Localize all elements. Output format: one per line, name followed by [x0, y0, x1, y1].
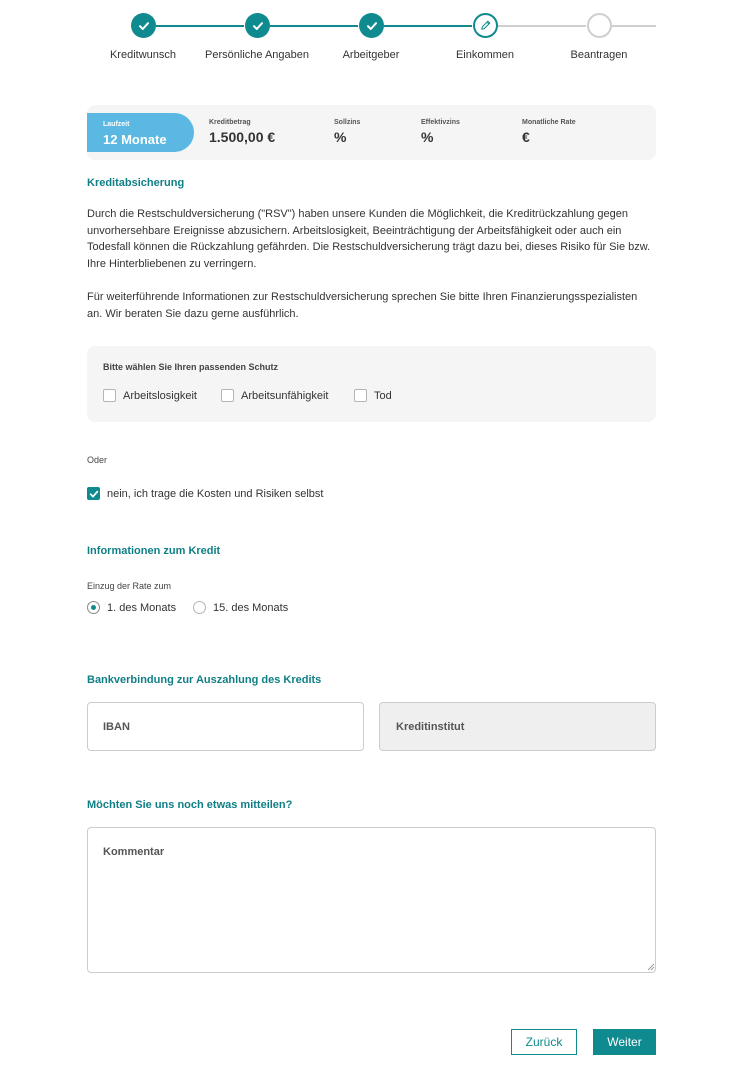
step-connector	[612, 25, 656, 27]
kreditinfo-title: Informationen zum Kredit	[87, 545, 221, 557]
comment-textarea[interactable]	[87, 827, 656, 973]
pencil-icon	[479, 19, 492, 32]
step-label-persoenliche-angaben: Persönliche Angaben	[205, 49, 309, 61]
kreditbetrag-label: Kreditbetrag	[209, 119, 251, 126]
rsv-description-line: Ihre Hinterbliebenen zu verringern.	[87, 257, 257, 270]
step-connector	[270, 25, 358, 27]
rsv-info-line: an. Wir beraten Sie dazu gerne ausführlich.	[87, 307, 299, 320]
sollzins-label: Sollzins	[334, 119, 361, 126]
laufzeit-value: 12 Monate	[103, 132, 167, 147]
kreditbetrag-value: 1.500,00 €	[209, 129, 276, 145]
iban-input[interactable]	[87, 702, 364, 751]
iban-placeholder: IBAN	[103, 721, 130, 733]
einzug-label: Einzug der Rate zum	[87, 581, 172, 591]
back-button[interactable]: Zurück	[511, 1029, 577, 1055]
step-label-beantragen: Beantragen	[570, 49, 628, 61]
progress-stepper	[0, 0, 740, 80]
step-beantragen[interactable]	[587, 13, 612, 38]
effektivzins-item	[421, 119, 460, 145]
checkmark-icon	[138, 20, 150, 32]
rsv-info-line: Für weiterführende Informationen zur Restschuldversicherung sprechen Sie bitte Ihren Finanzierungsspezialisten	[87, 291, 638, 303]
effektivzins-value: %	[421, 129, 434, 145]
sollzins-value: %	[334, 129, 347, 145]
resize-handle-icon[interactable]	[647, 963, 655, 971]
kreditinstitut-placeholder: Kreditinstitut	[396, 721, 465, 733]
monatliche-rate-value: €	[522, 129, 530, 145]
step-connector	[156, 25, 244, 27]
step-persoenliche-angaben[interactable]	[245, 13, 270, 38]
step-connector	[498, 25, 586, 27]
monatliche-rate-item	[522, 119, 576, 145]
label-1-des-monats[interactable]: 1. des Monats	[107, 602, 177, 614]
step-connector	[384, 25, 472, 27]
protection-title: Bitte wählen Sie Ihren passenden Schutz	[103, 362, 279, 372]
label-arbeitslosigkeit[interactable]: Arbeitslosigkeit	[123, 390, 197, 402]
checkbox-self-insurance[interactable]	[87, 487, 100, 500]
step-einkommen[interactable]	[473, 13, 498, 38]
step-kreditwunsch[interactable]	[131, 13, 156, 38]
checkbox-arbeitsunfaehigkeit[interactable]	[221, 389, 234, 402]
comment-placeholder: Kommentar	[103, 846, 165, 858]
protection-options-box	[87, 346, 656, 422]
sollzins-item	[334, 119, 360, 145]
bank-title: Bankverbindung zur Auszahlung des Kredits	[87, 674, 322, 686]
radio-15-des-monats[interactable]	[193, 601, 206, 614]
checkbox-arbeitslosigkeit[interactable]	[103, 389, 116, 402]
comment-title: Möchten Sie uns noch etwas mitteilen?	[87, 799, 293, 811]
kreditabsicherung-title: Kreditabsicherung	[87, 177, 185, 189]
checkmark-icon	[252, 20, 264, 32]
checkbox-tod[interactable]	[354, 389, 367, 402]
step-label-kreditwunsch: Kreditwunsch	[109, 49, 177, 61]
radio-1-des-monats[interactable]	[87, 601, 100, 614]
next-button[interactable]: Weiter	[593, 1029, 656, 1055]
step-arbeitgeber[interactable]	[359, 13, 384, 38]
monatliche-rate-label: Monatliche Rate	[522, 119, 576, 126]
rsv-description-line: Durch die Restschuldversicherung ("RSV") haben unsere Kunden die Möglichkeit, die Kreditrückzahlung gegen	[87, 208, 629, 220]
rsv-info	[87, 289, 657, 322]
checkmark-icon	[366, 20, 378, 32]
kreditbetrag-item	[209, 119, 275, 145]
label-tod[interactable]: Tod	[374, 390, 392, 402]
rsv-description	[87, 206, 657, 272]
checkmark-icon	[89, 489, 99, 499]
rsv-description-line: unvorhersehbare Ereignisse abzusichern. Arbeitslosigkeit, Beeinträchtigung der Arbeitsfähigkeit oder auch ein	[87, 224, 622, 237]
step-label-einkommen: Einkommen	[455, 49, 515, 61]
label-arbeitsunfaehigkeit[interactable]: Arbeitsunfähigkeit	[241, 390, 329, 402]
effektivzins-label: Effektivzins	[421, 119, 460, 126]
label-15-des-monats[interactable]: 15. des Monats	[213, 602, 289, 614]
laufzeit-badge	[87, 113, 194, 152]
rsv-description-line: Todesfall können die Rückzahlung gefährden. Die Restschuldversicherung trägt dazu bei, dieses Risiko für Sie bzw.	[87, 241, 651, 253]
laufzeit-label: Laufzeit	[103, 121, 130, 128]
oder-label: Oder	[87, 455, 108, 465]
kreditinstitut-input	[379, 702, 656, 751]
label-self-insurance[interactable]: nein, ich trage die Kosten und Risiken selbst	[107, 488, 324, 500]
step-label-arbeitgeber: Arbeitgeber	[342, 49, 400, 61]
